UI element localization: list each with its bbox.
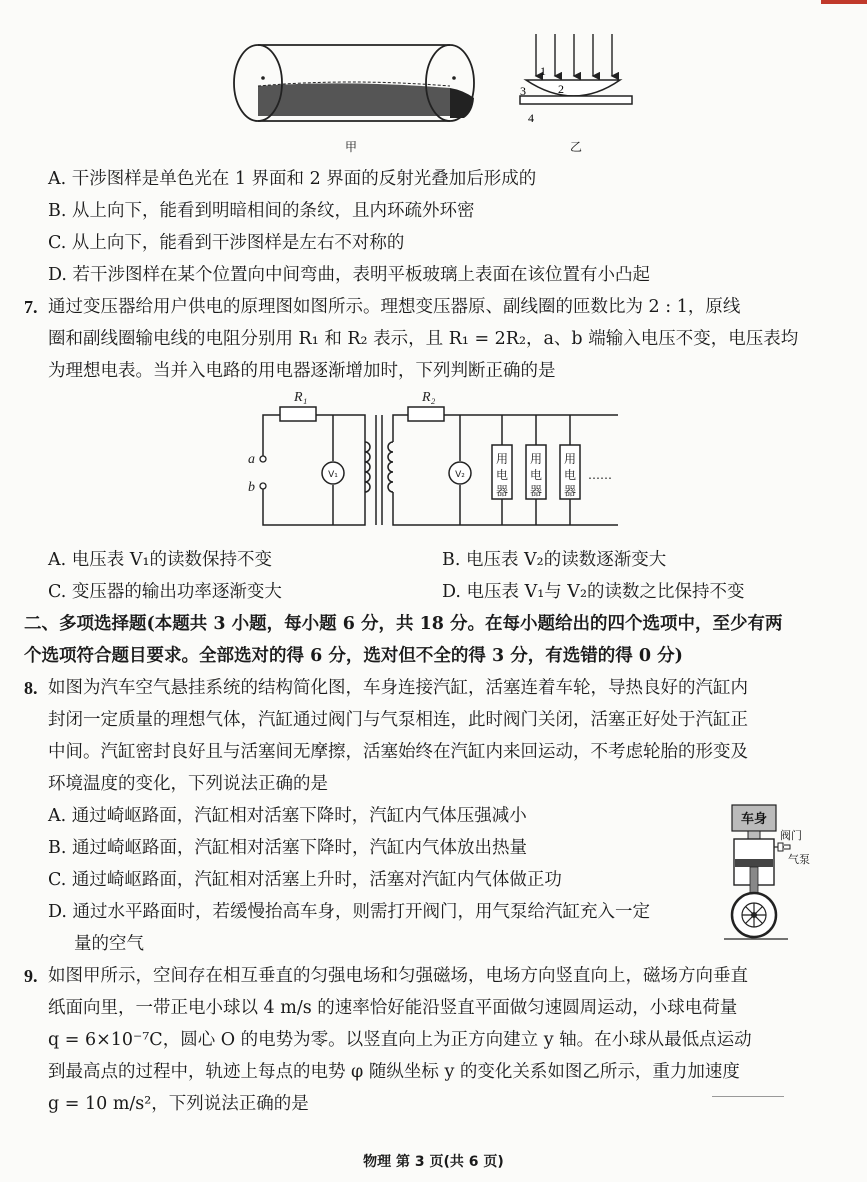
- more-appliances: ……: [588, 468, 612, 482]
- label-r1: R₁: [294, 390, 308, 405]
- q6-option-d: D. 若干涉图样在某个位置向中间弯曲，表明平板玻璃上表面在该位置有小凸起: [48, 265, 651, 285]
- q9-stem-1: 如图甲所示，空间存在相互垂直的匀强电场和匀强磁场，电场方向竖直向上，磁场方向垂直: [48, 966, 748, 986]
- label-4: 4: [528, 111, 534, 125]
- q8-option-c: C. 通过崎岖路面，汽缸相对活塞上升时，活塞对汽缸内气体做正功: [48, 870, 562, 890]
- faint-divider: [712, 1096, 784, 1097]
- appliance-1-char-1: 用: [495, 452, 509, 466]
- pump-label: 气泵: [788, 853, 810, 866]
- q9-stem-2: 纸面向里，一带正电小球以 4 m/s 的速率恰好能沿竖直平面做匀速圆周运动，小球电荷量: [48, 998, 738, 1018]
- q9-stem-5: g = 10 m/s²，下列说法正确的是: [48, 1094, 309, 1114]
- transformer-circuit: [240, 385, 630, 535]
- section-2-heading-1: 二、多项选择题(本题共 3 小题，每小题 6 分，共 18 分。在每小题给出的四个选项中，至少有两: [24, 614, 783, 634]
- q9-stem-3: q = 6×10⁻⁷C，圆心 O 的电势为零。以竖直向上为正方向建立 y 轴。在小球从最低点运动: [48, 1030, 752, 1050]
- piston: [735, 859, 773, 867]
- label-2: 2: [558, 82, 564, 96]
- q7-option-d: D. 电压表 V₁与 V₂的读数之比保持不变: [442, 582, 745, 602]
- q7-stem-1: 通过变压器给用户供电的原理图如图所示。理想变压器原、副线圈的匝数比为 2 : 1，原线: [48, 297, 741, 317]
- valve-label: 阀门: [780, 829, 802, 842]
- air-suspension-figure: [722, 803, 820, 943]
- label-b: b: [248, 480, 255, 495]
- label-1: 1: [540, 64, 546, 78]
- figure-yi: [512, 32, 637, 127]
- voltmeter-v1: V₁: [328, 470, 338, 480]
- appliance-3-char-1: 用: [563, 452, 577, 466]
- q8-stem-3: 中间。汽缸密封良好且与活塞间无摩擦，活塞始终在汽缸内来回运动，不考虑轮胎的形变及: [48, 742, 748, 762]
- q8-stem-4: 环境温度的变化，下列说法正确的是: [48, 774, 328, 794]
- q8-stem-1: 如图为汽车空气悬挂系统的结构简化图，车身连接汽缸，活塞连着车轮，导热良好的汽缸内: [48, 678, 748, 698]
- cylinder-liquid: [258, 83, 450, 116]
- caption-yi: 乙: [570, 140, 583, 154]
- q7-option-a: A. 电压表 V₁的读数保持不变: [48, 550, 272, 570]
- label-a: a: [248, 452, 255, 467]
- q9-stem-4: 到最高点的过程中，轨迹上每点的电势 φ 随纵坐标 y 的变化关系如图乙所示，重力加速度: [48, 1062, 740, 1082]
- caption-jia: 甲: [345, 140, 358, 154]
- appliance-2-char-2: 电: [529, 468, 543, 482]
- q8-stem-2: 封闭一定质量的理想气体，汽缸通过阀门与气泵相连，此时阀门关闭，活塞正好处于汽缸正: [48, 710, 748, 730]
- q8-option-a: A. 通过崎岖路面，汽缸相对活塞下降时，汽缸内气体压强减小: [48, 806, 527, 826]
- q7-stem-2: 圈和副线圈输电线的电阻分别用 R₁ 和 R₂ 表示，且 R₁ = 2R₂，a、b 端输入电压不变，电压表均: [48, 329, 799, 349]
- q7-option-b: B. 电压表 V₂的读数逐渐变大: [442, 550, 667, 570]
- appliance-2-char-3: 器: [529, 484, 543, 498]
- q8-option-d-1: D. 通过水平路面时，若缓慢抬高车身，则需打开阀门，用气泵给汽缸充入一定: [48, 902, 651, 922]
- appliance-1-char-2: 电: [495, 468, 509, 482]
- glass-plate: [520, 96, 632, 104]
- q6-option-a: A. 干涉图样是单色光在 1 界面和 2 界面的反射光叠加后形成的: [48, 169, 537, 189]
- q8-option-d-2: 量的空气: [74, 934, 144, 954]
- corner-mark: [821, 0, 867, 4]
- q6-option-c: C. 从上向下，能看到干涉图样是左右不对称的: [48, 233, 405, 253]
- plano-convex-lens: [526, 80, 620, 96]
- appliance-2-char-1: 用: [529, 452, 543, 466]
- q7-stem-3: 为理想电表。当并入电路的用电器逐渐增加时，下列判断正确的是: [48, 361, 556, 381]
- q6-option-b: B. 从上向下，能看到明暗相间的条纹，且内环疏外环密: [48, 201, 475, 221]
- q8-number: 8.: [24, 678, 38, 698]
- appliance-3-char-2: 电: [563, 468, 577, 482]
- figure-jia: [228, 38, 480, 128]
- appliance-1-char-3: 器: [495, 484, 509, 498]
- q7-option-c: C. 变压器的输出功率逐渐变大: [48, 582, 282, 602]
- q9-number: 9.: [24, 966, 38, 986]
- voltmeter-v2: V₂: [455, 470, 465, 480]
- section-2-heading-2: 个选项符合题目要求。全部选对的得 6 分，选对但不全的得 3 分，有选错的得 0 分): [24, 646, 683, 666]
- car-body-label: 车身: [740, 812, 768, 827]
- label-r2: R₂: [422, 390, 436, 405]
- label-3: 3: [520, 84, 526, 98]
- page-footer: 物理 第 3 页(共 6 页): [363, 1154, 504, 1170]
- appliance-3-char-3: 器: [563, 484, 577, 498]
- q8-option-b: B. 通过崎岖路面，汽缸相对活塞下降时，汽缸内气体放出热量: [48, 838, 527, 858]
- q7-number: 7.: [24, 297, 38, 317]
